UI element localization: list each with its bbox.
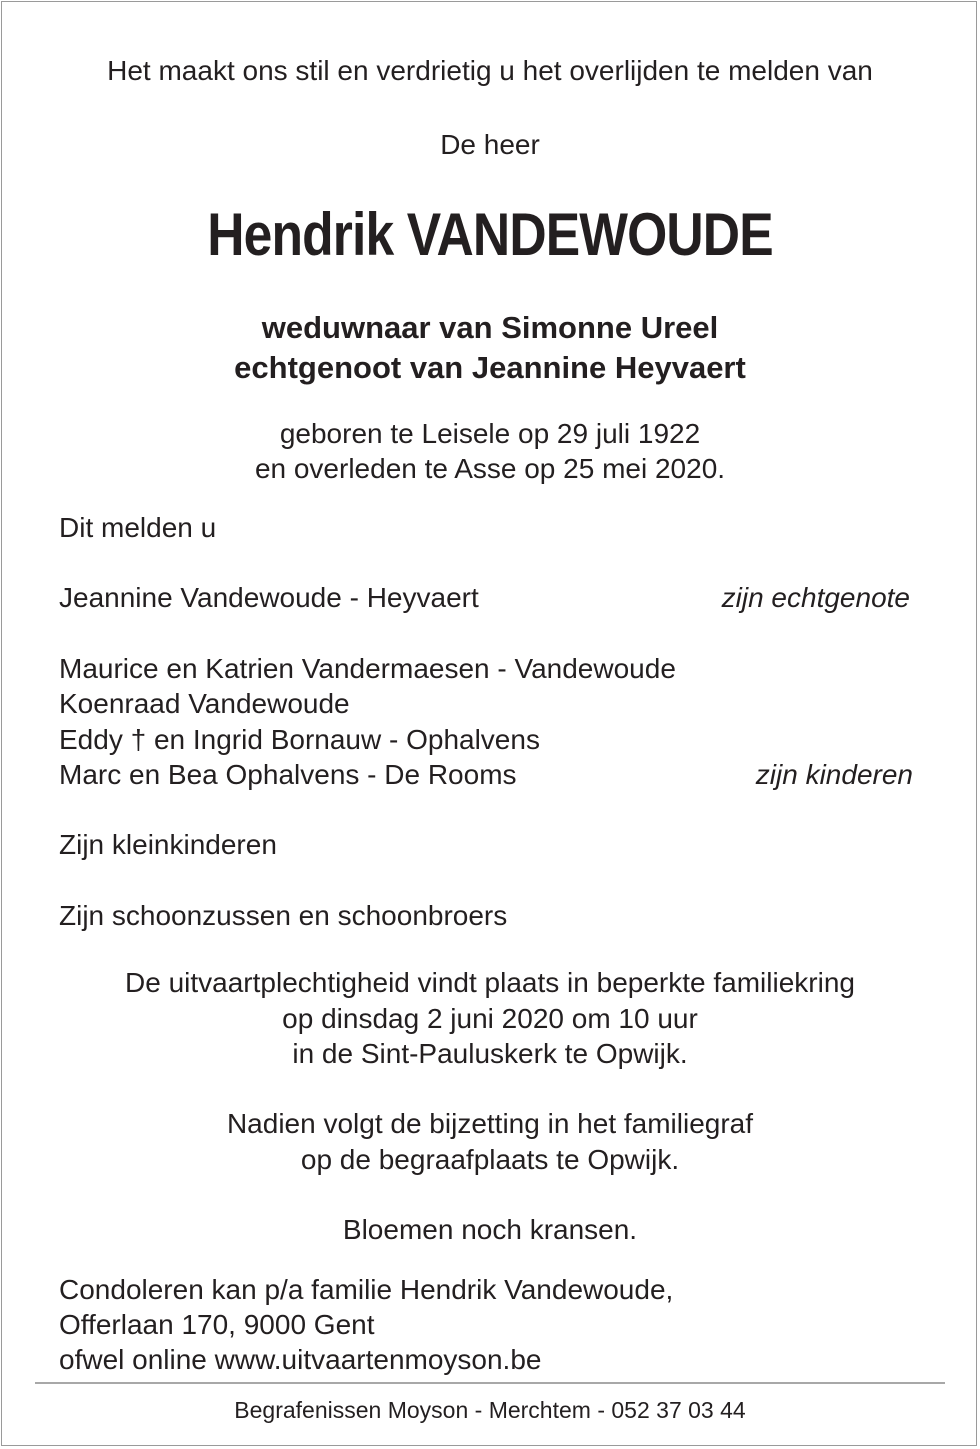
ceremony-line-3: in de Sint-Pauluskerk te Opwijk. [292, 1038, 688, 1069]
relation-widower: weduwnaar van Simonne Ureel [261, 310, 719, 345]
condolences-line-1: Condoleren kan p/a familie Hendrik Vandewoude, [59, 1274, 674, 1305]
condolences-line-3: ofwel online www.uitvaartenmoyson.be [59, 1344, 542, 1375]
relation-spouse: echtgenoot van Jeannine Heyvaert [234, 350, 746, 385]
flowers-note: Bloemen noch kransen. [342, 1214, 638, 1245]
in-laws: Zijn schoonzussen en schoonbroers [59, 900, 508, 931]
footer-divider [35, 1382, 945, 1384]
child-2: Koenraad Vandewoude [59, 688, 350, 719]
intro-text: Het maakt ons stil en verdrietig u het overlijden te melden van [107, 55, 873, 86]
burial-line-2: op de begraafplaats te Opwijk. [300, 1144, 680, 1175]
burial-line-1: Nadien volgt de bijzetting in het familiegraf [226, 1108, 754, 1139]
grandchildren: Zijn kleinkinderen [59, 829, 277, 860]
child-1: Maurice en Katrien Vandermaesen - Vandewoude [59, 653, 676, 684]
announcer-intro: Dit melden u [59, 512, 217, 543]
condolences-line-2: Offerlaan 170, 9000 Gent [59, 1309, 375, 1340]
spouse-name: Jeannine Vandewoude - Heyvaert [59, 582, 479, 613]
child-4: Marc en Bea Ophalvens - De Rooms [59, 759, 517, 790]
deceased-name: Hendrik VANDEWOUDE [207, 201, 773, 268]
ceremony-line-1: De uitvaartplechtigheid vindt plaats in beperkte familiekring [125, 967, 855, 998]
birth-date: geboren te Leisele op 29 juli 1922 [279, 418, 701, 449]
funeral-home-footer: Begrafenissen Moyson - Merchtem - 052 37 03 44 [234, 1397, 746, 1423]
death-date: en overleden te Asse op 25 mei 2020. [254, 453, 726, 484]
salutation: De heer [440, 129, 540, 160]
ceremony-line-2: op dinsdag 2 juni 2020 om 10 uur [282, 1003, 698, 1034]
child-3: Eddy † en Ingrid Bornauw - Ophalvens [59, 724, 540, 755]
spouse-role: zijn echtgenote [721, 582, 910, 613]
children-role: zijn kinderen [755, 759, 913, 790]
